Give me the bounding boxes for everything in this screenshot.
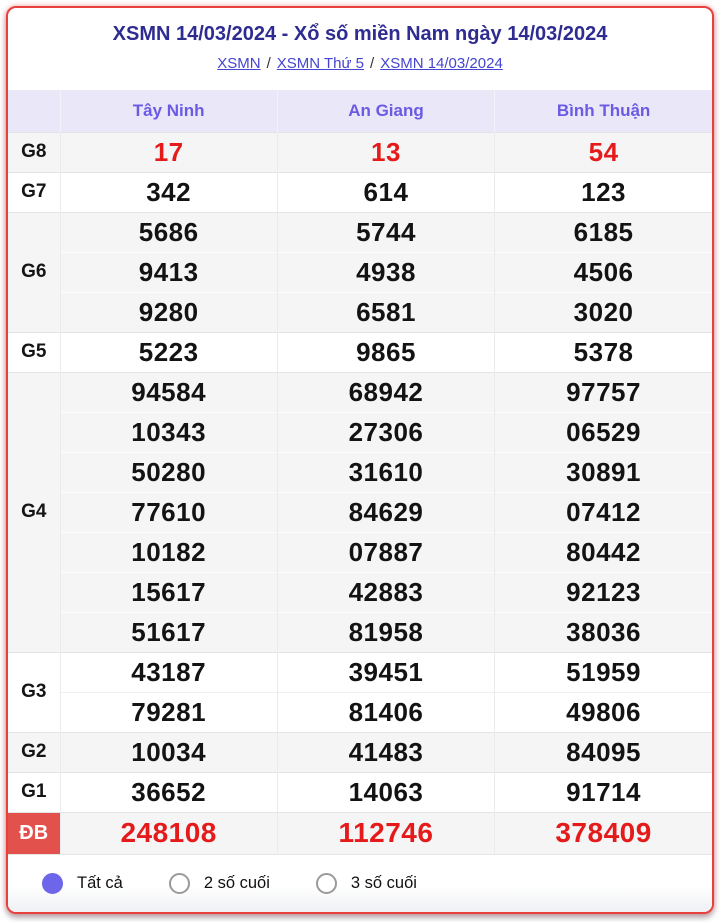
result-cell: 39451	[277, 652, 494, 692]
result-cell: 77610	[60, 492, 277, 532]
result-cell: 6581	[277, 292, 494, 332]
prize-label-db: ĐB	[8, 812, 60, 854]
result-cell: 112746	[277, 812, 494, 854]
result-cell: 79281	[60, 692, 277, 732]
result-cell: 10034	[60, 732, 277, 772]
result-cell: 30891	[495, 452, 712, 492]
result-row-g8	[8, 132, 712, 172]
breadcrumb-link-xsmn[interactable]: XSMN	[217, 55, 261, 72]
province-header-binh-thuan: Bình Thuận	[495, 90, 712, 132]
result-cell: 06529	[495, 412, 712, 452]
result-cell: 342	[60, 172, 277, 212]
prize-label-g4: G4	[8, 372, 60, 652]
result-cell: 84095	[495, 732, 712, 772]
result-cell: 13	[277, 132, 494, 172]
result-cell: 97757	[495, 372, 712, 412]
result-cell: 4938	[277, 252, 494, 292]
prize-label-g1: G1	[8, 772, 60, 812]
filter-option-label: 3 số cuối	[350, 874, 417, 892]
result-cell: 9865	[277, 332, 494, 372]
result-row-g4-6	[8, 572, 712, 612]
radio-unselected-icon[interactable]	[316, 873, 337, 894]
breadcrumb-link-xsmn-14-03-2024[interactable]: XSMN 14/03/2024	[380, 55, 503, 72]
prize-label-g3: G3	[8, 652, 60, 732]
filter-option-label: 2 số cuối	[203, 874, 270, 892]
result-cell: 91714	[495, 772, 712, 812]
result-row-g5	[8, 332, 712, 372]
result-cell: 5378	[495, 332, 712, 372]
province-header-row	[8, 90, 712, 132]
radio-selected-icon[interactable]	[42, 873, 63, 894]
filter-option-3-so-cuoi[interactable]	[316, 873, 417, 894]
result-row-g6-2	[8, 252, 712, 292]
result-cell: 10182	[60, 532, 277, 572]
result-cell: 5744	[277, 212, 494, 252]
result-cell: 5223	[60, 332, 277, 372]
prize-label-g7: G7	[8, 172, 60, 212]
result-cell: 49806	[495, 692, 712, 732]
result-cell: 80442	[495, 532, 712, 572]
result-cell: 07887	[277, 532, 494, 572]
result-cell: 6185	[495, 212, 712, 252]
result-cell: 81958	[277, 612, 494, 652]
result-cell: 38036	[495, 612, 712, 652]
page-title: XSMN 14/03/2024 - Xổ số miền Nam ngày 14/03/2024	[112, 23, 608, 45]
lottery-result-card	[6, 6, 714, 914]
results-table	[8, 90, 712, 854]
result-row-db	[8, 812, 712, 854]
result-cell: 94584	[60, 372, 277, 412]
result-cell: 17	[60, 132, 277, 172]
result-cell: 31610	[277, 452, 494, 492]
prize-label-g6: G6	[8, 212, 60, 332]
result-cell: 51959	[495, 652, 712, 692]
result-cell: 27306	[277, 412, 494, 452]
province-header-tay-ninh: Tây Ninh	[60, 90, 277, 132]
prize-label-g5: G5	[8, 332, 60, 372]
result-cell: 15617	[60, 572, 277, 612]
breadcrumb	[8, 55, 712, 72]
result-row-g4-5	[8, 532, 712, 572]
filter-bar	[8, 854, 712, 912]
prize-label-g8: G8	[8, 132, 60, 172]
result-cell: 54	[495, 132, 712, 172]
result-row-g1	[8, 772, 712, 812]
corner-cell	[8, 90, 60, 132]
result-cell: 51617	[60, 612, 277, 652]
filter-option-2-so-cuoi[interactable]	[169, 873, 270, 894]
breadcrumb-link-xsmn-thu-5[interactable]: XSMN Thứ 5	[276, 55, 365, 72]
radio-unselected-icon[interactable]	[169, 873, 190, 894]
result-row-g2	[8, 732, 712, 772]
result-cell: 43187	[60, 652, 277, 692]
result-cell: 14063	[277, 772, 494, 812]
breadcrumb-separator: /	[266, 55, 271, 72]
result-cell: 81406	[277, 692, 494, 732]
result-cell: 41483	[277, 732, 494, 772]
result-row-g4-1	[8, 372, 712, 412]
breadcrumb-separator: /	[370, 55, 375, 72]
result-cell: 50280	[60, 452, 277, 492]
filter-option-tat-ca[interactable]	[42, 873, 123, 894]
province-header-an-giang: An Giang	[277, 90, 494, 132]
result-row-g4-7	[8, 612, 712, 652]
result-cell: 9413	[60, 252, 277, 292]
result-cell: 84629	[277, 492, 494, 532]
result-row-g4-4	[8, 492, 712, 532]
result-row-g6-1	[8, 212, 712, 252]
result-cell: 36652	[60, 772, 277, 812]
card-header	[8, 8, 712, 90]
result-cell: 4506	[495, 252, 712, 292]
result-cell: 614	[277, 172, 494, 212]
result-cell: 68942	[277, 372, 494, 412]
result-cell: 123	[495, 172, 712, 212]
result-cell: 248108	[60, 812, 277, 854]
result-row-g3-1	[8, 652, 712, 692]
filter-option-label: Tất cả	[77, 874, 123, 892]
prize-label-g2: G2	[8, 732, 60, 772]
result-row-g4-2	[8, 412, 712, 452]
result-cell: 42883	[277, 572, 494, 612]
result-cell: 07412	[495, 492, 712, 532]
result-cell: 10343	[60, 412, 277, 452]
result-cell: 92123	[495, 572, 712, 612]
result-cell: 9280	[60, 292, 277, 332]
result-row-g6-3	[8, 292, 712, 332]
result-row-g3-2	[8, 692, 712, 732]
result-row-g4-3	[8, 452, 712, 492]
result-row-g7	[8, 172, 712, 212]
result-cell: 3020	[495, 292, 712, 332]
result-cell: 378409	[495, 812, 712, 854]
result-cell: 5686	[60, 212, 277, 252]
